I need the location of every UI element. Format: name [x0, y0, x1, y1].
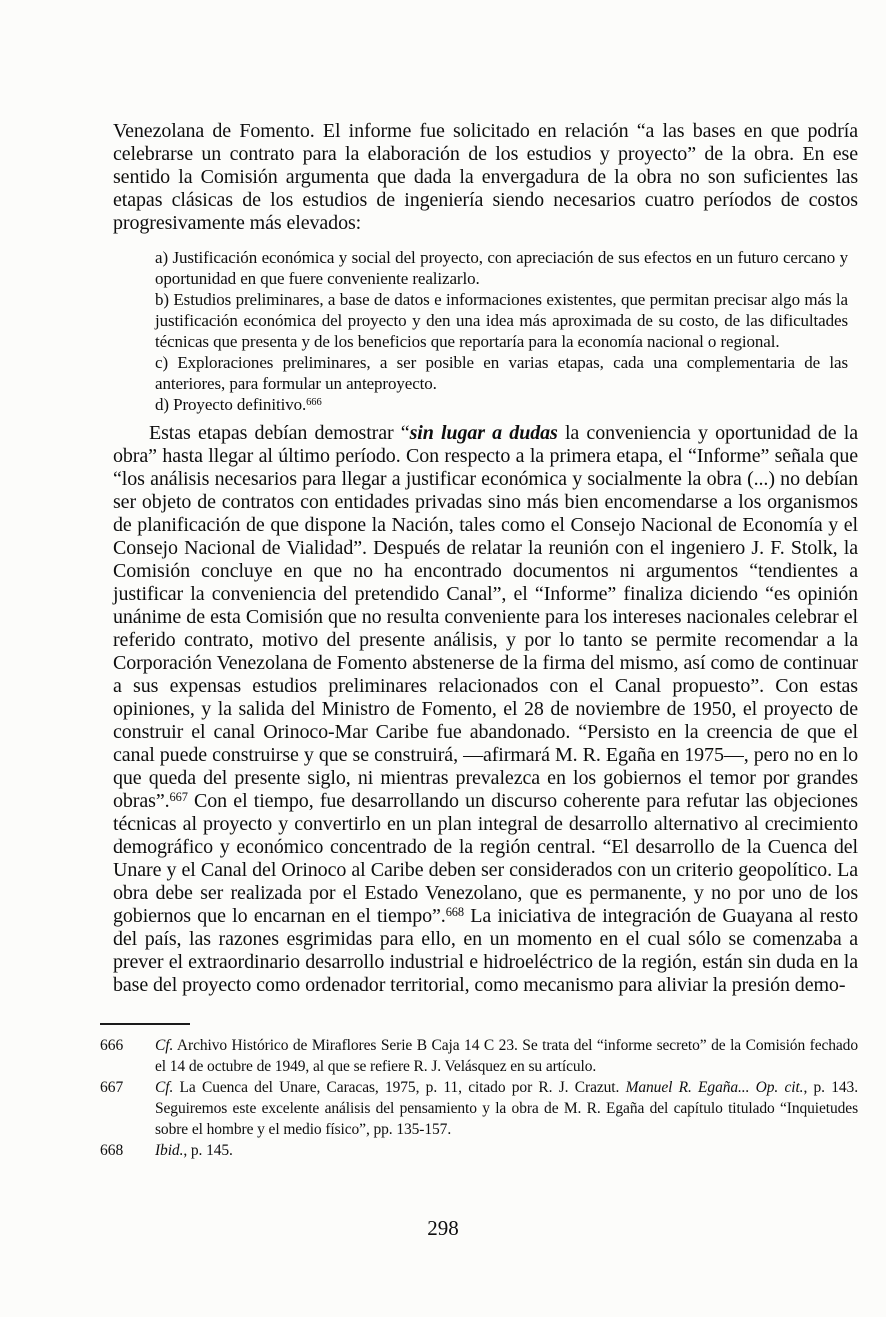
quote-item-a: a) Justificación económica y social del proyecto, con apreciación de sus efectos en un futuro cercano y oportunidad en que fuere conveniente realizarlo.: [155, 248, 848, 288]
quote-item-d: d) Proyecto definitivo.$^{666}$: [155, 395, 322, 414]
footnote-667: [100, 1077, 858, 1140]
footnote-666: [100, 1035, 858, 1077]
footnote-text: Cf. La Cuenca del Unare, Caracas, 1975, p. 11, citado por R. J. Crazut. Manuel R. Egaña... Op. cit., p. 143. Seguiremos este excelente análisis del pensamiento y la obra de M. R. Egaña del capítulo titulado “Inquietudes sobre el hombre y el medio físico”, pp. 135-157.: [155, 1079, 858, 1138]
footnote-separator: [100, 1023, 190, 1025]
block-quote: [155, 247, 848, 415]
page-number: 298: [427, 1216, 459, 1240]
footnote-number: 667: [100, 1079, 124, 1096]
footnote-668: [100, 1140, 858, 1161]
quote-item-c: c) Exploraciones preliminares, a ser posible en varias etapas, cada una complementaria de las anteriores, para formular un anteproyecto.: [155, 353, 848, 393]
footnote-number: 666: [100, 1037, 124, 1054]
paragraph-main: Estas etapas debían demostrar “sin lugar a dudas la conveniencia y oportunidad de la obra” hasta llegar al último período. Con respecto a la primera etapa, el “Informe” señala que “los análisis necesarios para llegar a justificar económica y socialmente la obra (...) no debían ser objeto de contratos con entidades privadas sino más bien encomendarse a los organismos de planificación de que dispone la Nación, tales como el Consejo Nacional de Economía y el Consejo Nacional de Vialidad”. Después de relatar la reunión con el ingeniero J. F. Stolk, la Comisión concluye en que no ha encontrado documentos ni argumentos “tendientes a justificar la conveniencia del pretendido Canal”, el “Informe” finaliza diciendo “es opinión unánime de esta Comisión que no resulta conveniente para los intereses nacionales celebrar el referido contrato, motivo del presente análisis, y por lo tanto se permite recomendar a la Corporación Venezolana de Fomento abstenerse de la firma del mismo, así como de continuar a sus expensas estudios preliminares relacionados con el Canal propuesto”. Con estas opiniones, y la salida del Ministro de Fomento, el 28 de noviembre de 1950, el proyecto de construir el canal Orinoco-Mar Caribe fue abandonado. “Persisto en la creencia de que el canal puede construirse y que se construirá, —afirmará M. R. Egaña en 1975—, pero no en lo que queda del presente siglo, ni mientras prevalezca en los gobiernos el temor por grandes obras”.$^{667}$ Con el tiempo, fue desarrollando un discurso coherente para refutar las objeciones técnicas al proyecto y convertirlo en un plan integral de desarrollo alternativo al crecimiento demográfico y económico concentrado de la región central. “El desarrollo de la Cuenca del Unare y el Canal del Orinoco al Caribe deben ser considerados con un criterio geopolítico. La obra debe ser realizada por el Estado Venezolano, que es permanente, y no por uno de los gobiernos que lo encarnan en el tiempo”.$^{668}$ La iniciativa de integración de Guayana al resto del país, las razones esgrimidas para ello, en un momento en el cual sólo se comenzaba a prever el extraordinario desarrollo industrial e hidroeléctrico de la región, están sin duda en la base del proyecto como ordenador territorial, como mecanismo para aliviar la presión demo-: [113, 422, 859, 996]
paragraph-intro: Venezolana de Fomento. El informe fue solicitado en relación “a las bases en que podría celebrarse un contrato para la elaboración de los estudios y proyecto” de la obra. En ese sentido la Comisión argumenta que dada la envergadura de la obra no son suficientes las etapas clásicas de los estudios de ingeniería siendo necesarios cuatro períodos de costos progresivamente más elevados:: [113, 120, 858, 234]
footnote-text: Cf. Archivo Histórico de Miraflores Serie B Caja 14 C 23. Se trata del “informe secreto” de la Comisión fechado el 14 de octubre de 1949, al que se refiere R. J. Velásquez en su artículo.: [155, 1037, 858, 1075]
quote-item-b: b) Estudios preliminares, a base de datos e informaciones existentes, que permitan precisar algo más la justificación económica del proyecto y den una idea más aproximada de su costo, de las dificultades técnicas que presenta y de los beneficios que reportaría para la economía nacional o regional.: [155, 290, 848, 351]
footnotes-section: [100, 1023, 858, 1161]
footnote-text: Ibid., p. 145.: [155, 1142, 233, 1159]
footnote-number: 668: [100, 1142, 124, 1159]
